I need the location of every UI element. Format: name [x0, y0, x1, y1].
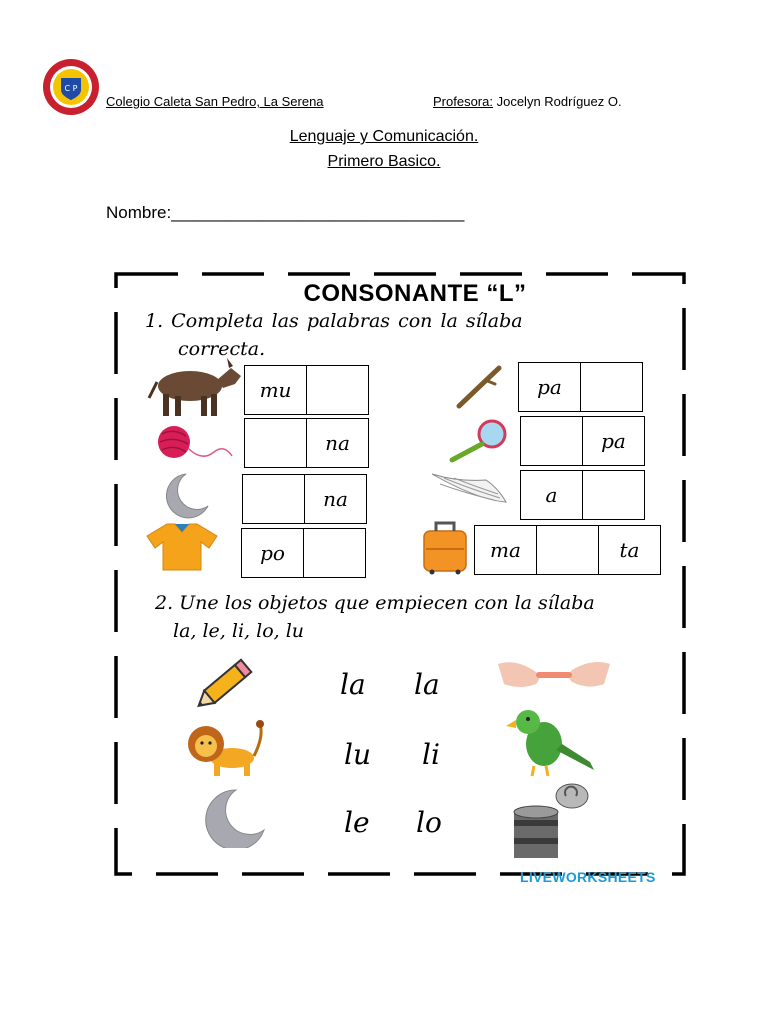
- wing-icon: [428, 470, 510, 506]
- liveworksheets-logo: [520, 869, 656, 885]
- moon-large-icon[interactable]: [184, 786, 270, 848]
- worksheet-title: CONSONANTE “L”: [303, 280, 527, 307]
- polo-shirt-icon: [145, 520, 219, 572]
- q1-instruction-line1: 1. Completa las palabras con la sílaba: [145, 310, 523, 332]
- syllable-la-2[interactable]: la: [414, 668, 440, 701]
- school-name: Colegio Caleta San Pedro, La Serena: [106, 94, 324, 109]
- suitcase-icon: [420, 517, 472, 575]
- svg-text:C P: C P: [64, 84, 78, 93]
- lion-icon[interactable]: [184, 716, 270, 780]
- q2-instruction-line1: 2. Une los objetos que empiecen con la sílaba: [155, 592, 595, 614]
- syllable-lu[interactable]: lu: [344, 738, 371, 771]
- left-row4-cell2[interactable]: [303, 528, 366, 578]
- left-row2-cell1[interactable]: [244, 418, 307, 468]
- name-field[interactable]: [106, 203, 464, 223]
- parrot-icon[interactable]: [502, 704, 598, 778]
- subject-title: Lenguaje y Comunicación.: [289, 128, 479, 145]
- left-row3-cell1[interactable]: [242, 474, 305, 524]
- name-line[interactable]: _______________________________: [171, 203, 465, 222]
- left-row1-cell2[interactable]: [306, 365, 369, 415]
- right-row1-cell1: pa: [518, 362, 581, 412]
- left-row3-cell2: na: [304, 474, 367, 524]
- grade-title: Primero Basico.: [327, 153, 441, 170]
- left-row1-cell1: mu: [244, 365, 307, 415]
- right-row2-cell2: pa: [582, 416, 645, 466]
- school-logo: [42, 58, 100, 116]
- left-row4-cell1: po: [241, 528, 304, 578]
- name-label: Nombre:: [106, 203, 172, 222]
- can-icon[interactable]: [506, 780, 596, 862]
- liveworksheets-text: LIVEWORKSHEETS: [520, 869, 656, 885]
- hands-icon[interactable]: [496, 654, 612, 700]
- q2-instruction-line2: la, le, li, lo, lu: [173, 620, 305, 642]
- right-row4-cell3: ta: [598, 525, 661, 575]
- right-row3-cell1: a: [520, 470, 583, 520]
- syllable-li[interactable]: li: [422, 738, 440, 771]
- moon-icon: [152, 470, 214, 520]
- pencil-icon[interactable]: [196, 654, 258, 710]
- syllable-le[interactable]: le: [344, 806, 370, 839]
- q1-instruction-line2: correcta.: [178, 338, 266, 360]
- syllable-la-1[interactable]: la: [340, 668, 366, 701]
- magnifier-icon: [448, 418, 514, 464]
- syllable-lo[interactable]: lo: [416, 806, 442, 839]
- left-row2-cell2: na: [306, 418, 369, 468]
- right-row4-cell1: ma: [474, 525, 537, 575]
- teacher: [433, 94, 622, 109]
- stick-icon: [455, 362, 507, 410]
- right-row1-cell2[interactable]: [580, 362, 643, 412]
- right-row3-cell2[interactable]: [582, 470, 645, 520]
- donkey-icon: [145, 358, 243, 420]
- yarn-ball-icon: [152, 422, 236, 466]
- teacher-label: Profesora:: [433, 94, 493, 109]
- teacher-name: Jocelyn Rodríguez O.: [492, 94, 622, 109]
- right-row2-cell1[interactable]: [520, 416, 583, 466]
- right-row4-cell2[interactable]: [536, 525, 599, 575]
